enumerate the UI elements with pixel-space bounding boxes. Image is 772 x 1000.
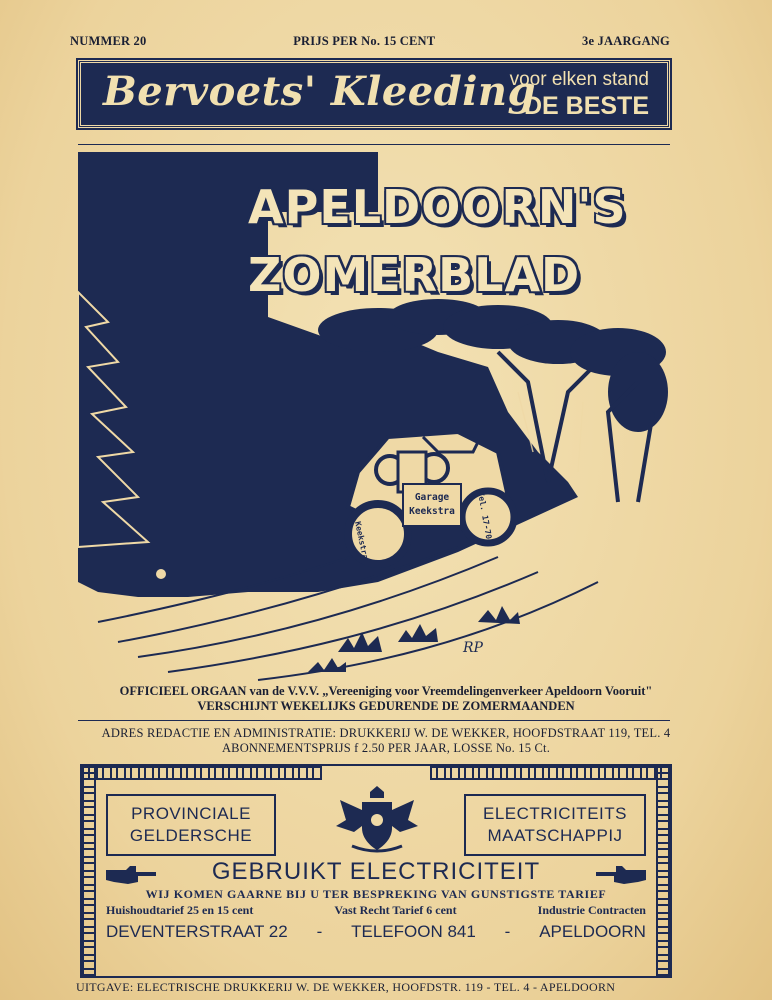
publication-frequency: VERSCHIJNT WEKELIJKS GEDURENDE DE ZOMERMAANDEN <box>197 699 575 713</box>
contact-separator: - <box>316 922 323 941</box>
banner-tagline-2: DE BESTE <box>523 92 649 120</box>
company-name-line-4: MAATSCHAPPIJ <box>487 826 623 845</box>
advert-contact <box>106 922 646 942</box>
tyre-text-right: Tel. 17-704 <box>476 490 495 545</box>
advert-banner <box>78 60 670 128</box>
contact-city: APELDOORN <box>539 922 646 941</box>
tariff-household: Huishoudtarief 25 en 15 cent <box>106 903 254 917</box>
contact-street: DEVENTERSTRAAT 22 <box>106 922 288 941</box>
publisher-footer: UITGAVE: ELECTRISCHE DRUKKERIJ W. DE WEKKER, HOOFDSTR. 119 - TEL. 4 - APELDOORN <box>76 980 616 994</box>
greek-border-top-left <box>82 766 322 780</box>
company-name-line-1: PROVINCIALE <box>131 804 251 823</box>
banner-tagline-1: voor elken stand <box>509 69 649 90</box>
company-name-right <box>464 794 646 856</box>
tyre-text-left: Keekstra <box>353 520 370 561</box>
company-name-line-3: ELECTRICITEITS <box>483 804 627 823</box>
electricity-advert <box>80 764 672 978</box>
tariff-list <box>106 903 646 918</box>
editorial-address: ADRES REDACTIE EN ADMINISTRATIE: DRUKKERIJ W. DE WEKKER, HOOFDSTRAAT 119, TEL. 4 <box>101 726 671 740</box>
header-line <box>70 34 670 49</box>
divider-rule <box>78 720 670 721</box>
title-line-1: APELDOORN'S <box>248 180 627 234</box>
issue-number: NUMMER 20 <box>70 34 147 48</box>
car-sign-line-2: Keekstra <box>409 506 455 517</box>
contact-separator: - <box>504 922 511 941</box>
company-name-line-2: GELDERSCHE <box>129 826 253 845</box>
subscription-price: ABONNEMENTSPRIJS f 2.50 PER JAAR, LOSSE No. 15 Ct. <box>221 741 551 755</box>
company-name-left <box>106 794 276 856</box>
tariff-industry: Industrie Contracten <box>537 903 646 917</box>
greek-border-top-right <box>430 766 670 780</box>
volume-year: 3e JAARGANG <box>582 34 670 48</box>
artist-monogram: RP <box>463 640 483 656</box>
divider-rule <box>78 144 670 145</box>
car-sign-line-1: Garage <box>414 492 450 503</box>
advert-headline: GEBRUIKT ELECTRICITEIT <box>211 858 541 885</box>
official-organ-caption: OFFICIEEL ORGAAN van de V.V.V. „Vereeniging voor Vreemdelingenverkeer Apeldoorn Vooruit" <box>119 684 653 698</box>
coat-of-arms-icon <box>332 786 422 856</box>
advert-subline: WIJ KOMEN GAARNE BIJ U TER BESPREKING VAN GUNSTIGSTE TARIEF <box>145 887 607 901</box>
issue-price: PRIJS PER No. 15 CENT <box>293 34 436 48</box>
title-line-2: ZOMERBLAD <box>248 248 581 302</box>
banner-brand: Bervoets' Kleeding <box>103 68 536 115</box>
tariff-fixed: Vast Recht Tarief 6 cent <box>334 903 457 917</box>
contact-phone: TELEFOON 841 <box>351 922 476 941</box>
